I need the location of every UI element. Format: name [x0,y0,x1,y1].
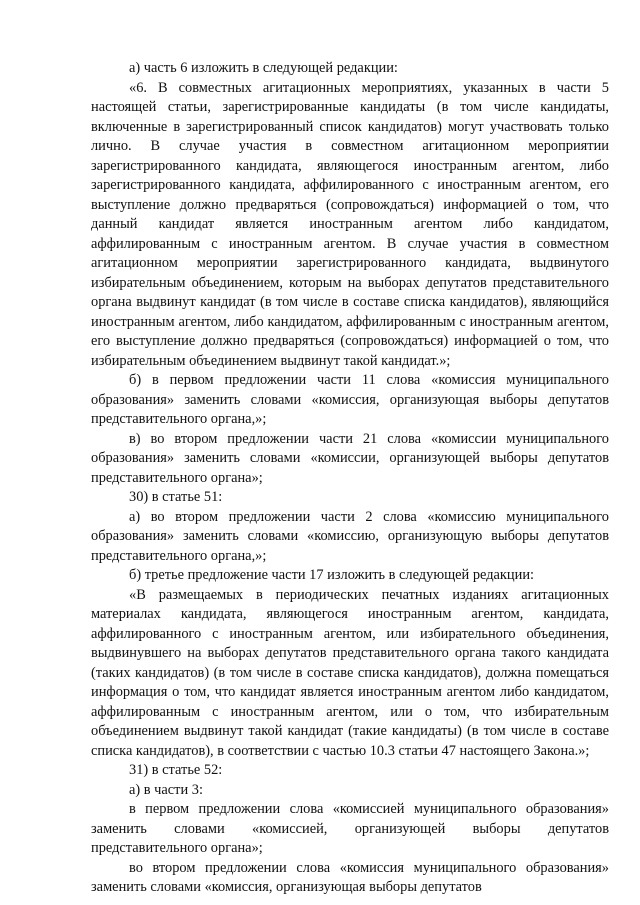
paragraph-part17-text: «В размещаемых в периодических печатных изданиях агитационных материалах кандидата, являющегося иностранным агентом, кандидата, аффилированного с иностранным агентом, или избирательного объединения, выдвинувшего на выборах депутатов представительного органа такого кандидата (таких кандидатов) (в том числе в составе списка кандидатов), должна помещаться информация о том, что кандидат является иностранным агентом либо кандидатом, аффилированным с иностранным агентом, или о том, что избирательным объединением выдвинут такой кандидат (такие кандидаты) (в том числе в составе списка кандидатов), в соответствии с частью 10.3 статьи 47 настоящего Закона.»; [91,586,609,759]
paragraph-item31: 31) в статье 52: [129,762,223,778]
document-page [91,59,609,898]
paragraph-part3-intro: а) в части 3: [129,781,203,798]
paragraph-part21: в) во втором предложении части 21 слова «комиссии муниципального образования» заменить словами «комиссии, организующей выборы депутатов представительного органа»; [91,430,609,486]
paragraph-second-sentence: во втором предложении слова «комиссия муниципального образования» заменить словами «комиссия, организующая выборы депутатов [91,859,609,895]
paragraph-part11: б) в первом предложении части 11 слова «комиссия муниципального образования» заменить словами «комиссия, организующая выборы депутатов представительного органа,»; [91,372,609,427]
paragraph-part6-intro: а) часть 6 изложить в следующей редакции: [129,60,398,76]
paragraph-part2: а) во втором предложении части 2 слова «комиссию муниципального образования» заменить словами «комиссию, организующую выборы депутатов представительного органа,»; [91,508,609,564]
paragraph-part6-text: «6. В совместных агитационных мероприятиях, указанных в части 5 настоящей статьи, зарегистрированные кандидаты (в том числе кандидаты, включенные в зарегистрированный список кандидатов) могут участвовать только лично. В случае участия в совместном агитационном мероприятии зарегистрированного кандидата, являющегося иностранным агентом, либо зарегистрированного кандидата, аффилированного с иностранным агентом, его выступление должно предваряться (сопровождаться) информацией о том, что данный кандидат является иностранным агентом либо кандидатом, аффилированным с иностранным агентом. В случае участия в совместном агитационном мероприятии зарегистрированного кандидата, выдвинутого избирательным объединением, которым на выборах депутатов представительного органа выдвинут кандидат (в том числе в составе списка кандидатов), являющийся иностранным агентом, либо кандидатом, аффилированным с иностранным агентом, его выступление должно предваряться (сопровождаться) информацией о том, что избирательным объединением выдвинут такой кандидат.»; [91,79,609,369]
paragraph-item30: 30) в статье 51: [129,489,223,505]
paragraph-part17-intro: б) третье предложение части 17 изложить в следующей редакции: [129,567,535,583]
paragraph-first-sentence: в первом предложении слова «комиссией муниципального образования» заменить словами «комиссией, организующей выборы депутатов представительного органа»; [91,801,609,856]
